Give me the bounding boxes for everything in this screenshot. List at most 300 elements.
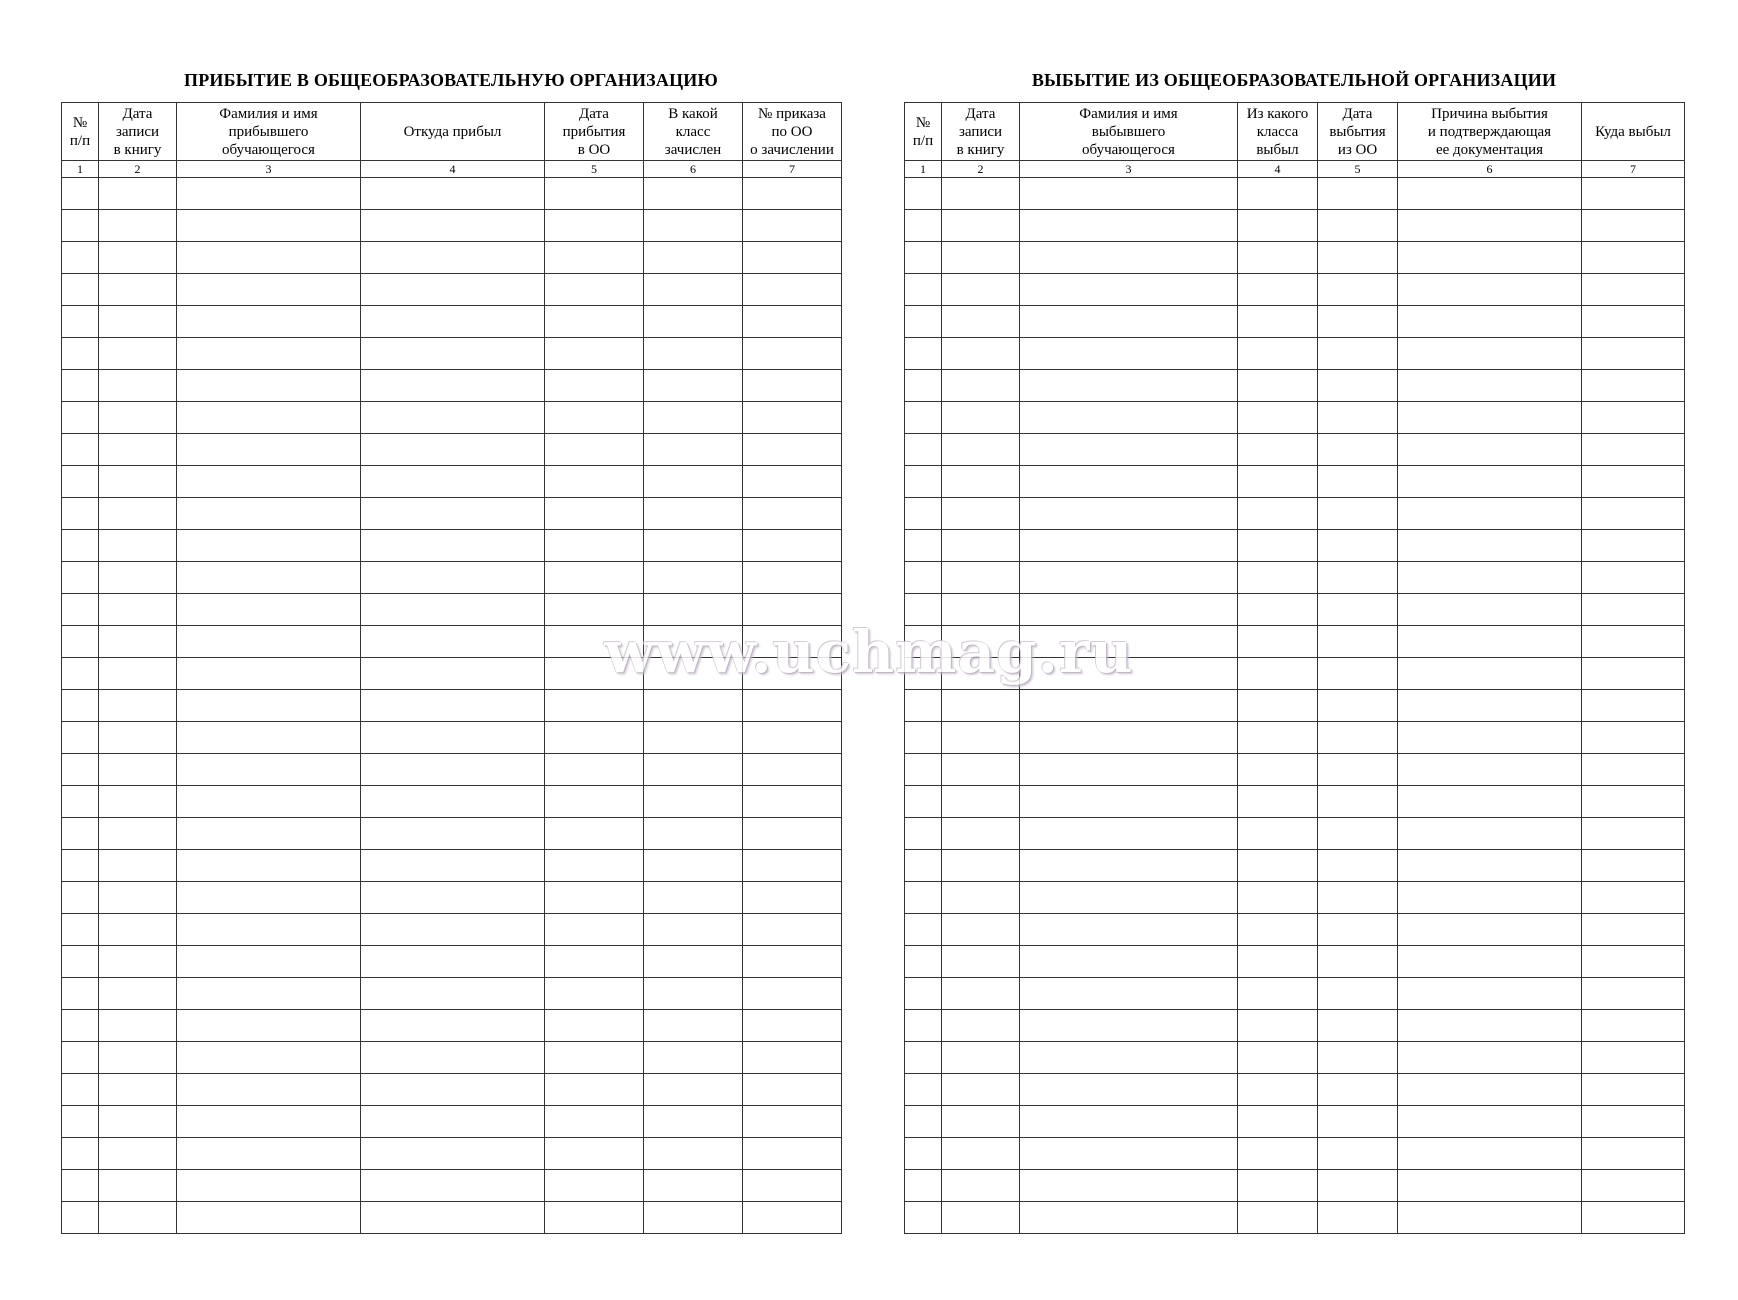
arrival-table-cell[interactable] <box>62 882 99 914</box>
departure-table-cell[interactable] <box>1318 626 1398 658</box>
arrival-table-cell[interactable] <box>743 466 842 498</box>
departure-table-cell[interactable] <box>1398 402 1582 434</box>
departure-table-cell[interactable] <box>1318 434 1398 466</box>
arrival-table-cell[interactable] <box>644 626 743 658</box>
arrival-table-cell[interactable] <box>99 946 177 978</box>
departure-table-cell[interactable] <box>1398 722 1582 754</box>
departure-table-cell[interactable] <box>1318 722 1398 754</box>
departure-table-cell[interactable] <box>1582 338 1685 370</box>
arrival-table-cell[interactable] <box>361 178 545 210</box>
arrival-table-cell[interactable] <box>743 626 842 658</box>
departure-table-cell[interactable] <box>1318 946 1398 978</box>
arrival-table-cell[interactable] <box>99 690 177 722</box>
departure-table-cell[interactable] <box>1238 946 1318 978</box>
arrival-table-cell[interactable] <box>62 818 99 850</box>
departure-table-cell[interactable] <box>905 210 942 242</box>
departure-table-cell[interactable] <box>1318 818 1398 850</box>
arrival-table-cell[interactable] <box>99 306 177 338</box>
arrival-table-cell[interactable] <box>177 914 361 946</box>
arrival-table-cell[interactable] <box>743 1202 842 1234</box>
departure-table-cell[interactable] <box>1398 594 1582 626</box>
arrival-table-cell[interactable] <box>62 626 99 658</box>
departure-table-cell[interactable] <box>942 434 1020 466</box>
arrival-table-cell[interactable] <box>545 562 644 594</box>
arrival-table-cell[interactable] <box>62 306 99 338</box>
departure-table-cell[interactable] <box>942 818 1020 850</box>
arrival-table-cell[interactable] <box>177 818 361 850</box>
arrival-table-cell[interactable] <box>743 562 842 594</box>
arrival-table-cell[interactable] <box>99 914 177 946</box>
departure-table-cell[interactable] <box>1238 402 1318 434</box>
arrival-table-cell[interactable] <box>99 786 177 818</box>
departure-table-cell[interactable] <box>1020 754 1238 786</box>
arrival-table-cell[interactable] <box>743 946 842 978</box>
arrival-table-cell[interactable] <box>99 1074 177 1106</box>
arrival-table-cell[interactable] <box>99 434 177 466</box>
departure-table-cell[interactable] <box>1318 914 1398 946</box>
departure-table-cell[interactable] <box>1398 498 1582 530</box>
arrival-table-cell[interactable] <box>644 1202 743 1234</box>
arrival-table-cell[interactable] <box>62 498 99 530</box>
arrival-table-cell[interactable] <box>62 690 99 722</box>
arrival-table-cell[interactable] <box>177 850 361 882</box>
departure-table-cell[interactable] <box>1238 594 1318 626</box>
departure-table-cell[interactable] <box>1318 498 1398 530</box>
arrival-table-cell[interactable] <box>62 1106 99 1138</box>
departure-table-cell[interactable] <box>1238 978 1318 1010</box>
departure-table-cell[interactable] <box>1020 466 1238 498</box>
arrival-table-cell[interactable] <box>644 466 743 498</box>
departure-table-cell[interactable] <box>1238 818 1318 850</box>
arrival-table-cell[interactable] <box>99 626 177 658</box>
arrival-table-cell[interactable] <box>644 530 743 562</box>
departure-table-cell[interactable] <box>1398 1138 1582 1170</box>
departure-table-cell[interactable] <box>1398 882 1582 914</box>
arrival-table-cell[interactable] <box>177 338 361 370</box>
arrival-table-cell[interactable] <box>545 1010 644 1042</box>
departure-table-cell[interactable] <box>905 914 942 946</box>
arrival-table-cell[interactable] <box>62 914 99 946</box>
departure-table-cell[interactable] <box>942 882 1020 914</box>
arrival-table-cell[interactable] <box>743 498 842 530</box>
departure-table-cell[interactable] <box>1318 882 1398 914</box>
arrival-table-cell[interactable] <box>743 178 842 210</box>
arrival-table-cell[interactable] <box>62 370 99 402</box>
departure-table-cell[interactable] <box>942 914 1020 946</box>
arrival-table-cell[interactable] <box>99 498 177 530</box>
arrival-table-cell[interactable] <box>99 1042 177 1074</box>
departure-table-cell[interactable] <box>905 658 942 690</box>
departure-table-cell[interactable] <box>1582 1202 1685 1234</box>
departure-table-cell[interactable] <box>1238 434 1318 466</box>
departure-table-cell[interactable] <box>1398 914 1582 946</box>
arrival-table-cell[interactable] <box>545 1170 644 1202</box>
arrival-table-cell[interactable] <box>177 946 361 978</box>
departure-table-cell[interactable] <box>905 402 942 434</box>
arrival-table-cell[interactable] <box>743 274 842 306</box>
arrival-table-cell[interactable] <box>62 722 99 754</box>
arrival-table-cell[interactable] <box>545 178 644 210</box>
arrival-table-cell[interactable] <box>361 978 545 1010</box>
departure-table-cell[interactable] <box>1318 850 1398 882</box>
departure-table-cell[interactable] <box>1020 722 1238 754</box>
arrival-table-cell[interactable] <box>99 594 177 626</box>
arrival-table-cell[interactable] <box>545 466 644 498</box>
arrival-table-cell[interactable] <box>177 210 361 242</box>
departure-table-cell[interactable] <box>1582 1074 1685 1106</box>
arrival-table-cell[interactable] <box>99 562 177 594</box>
departure-table-cell[interactable] <box>1582 306 1685 338</box>
arrival-table-cell[interactable] <box>62 1138 99 1170</box>
departure-table-cell[interactable] <box>1020 946 1238 978</box>
arrival-table-cell[interactable] <box>62 594 99 626</box>
departure-table-cell[interactable] <box>1238 914 1318 946</box>
arrival-table-cell[interactable] <box>743 242 842 274</box>
departure-table-cell[interactable] <box>1582 370 1685 402</box>
arrival-table-cell[interactable] <box>644 1106 743 1138</box>
departure-table-cell[interactable] <box>1020 1074 1238 1106</box>
departure-table-cell[interactable] <box>905 530 942 562</box>
arrival-table-cell[interactable] <box>743 722 842 754</box>
departure-table-cell[interactable] <box>942 274 1020 306</box>
arrival-table-cell[interactable] <box>361 274 545 306</box>
arrival-table-cell[interactable] <box>177 1074 361 1106</box>
departure-table-cell[interactable] <box>1020 850 1238 882</box>
arrival-table-cell[interactable] <box>545 1042 644 1074</box>
arrival-table-cell[interactable] <box>177 1138 361 1170</box>
arrival-table-cell[interactable] <box>62 178 99 210</box>
departure-table-cell[interactable] <box>905 1010 942 1042</box>
arrival-table-cell[interactable] <box>62 530 99 562</box>
arrival-table-cell[interactable] <box>545 306 644 338</box>
departure-table-cell[interactable] <box>1318 274 1398 306</box>
departure-table-cell[interactable] <box>1318 210 1398 242</box>
departure-table-cell[interactable] <box>1020 1042 1238 1074</box>
departure-table-cell[interactable] <box>1020 690 1238 722</box>
departure-table-cell[interactable] <box>905 754 942 786</box>
arrival-table-cell[interactable] <box>743 658 842 690</box>
arrival-table-cell[interactable] <box>99 402 177 434</box>
departure-table-cell[interactable] <box>1020 1170 1238 1202</box>
departure-table-cell[interactable] <box>1238 370 1318 402</box>
departure-table-cell[interactable] <box>1398 306 1582 338</box>
arrival-table-cell[interactable] <box>743 370 842 402</box>
arrival-table-cell[interactable] <box>177 530 361 562</box>
arrival-table-cell[interactable] <box>545 690 644 722</box>
departure-table-cell[interactable] <box>905 882 942 914</box>
departure-table-cell[interactable] <box>1020 786 1238 818</box>
arrival-table-cell[interactable] <box>361 658 545 690</box>
departure-table-cell[interactable] <box>1238 530 1318 562</box>
arrival-table-cell[interactable] <box>644 850 743 882</box>
arrival-table-cell[interactable] <box>545 946 644 978</box>
departure-table-cell[interactable] <box>1020 562 1238 594</box>
arrival-table-cell[interactable] <box>644 370 743 402</box>
arrival-table-cell[interactable] <box>361 370 545 402</box>
departure-table-cell[interactable] <box>1582 210 1685 242</box>
arrival-table-cell[interactable] <box>644 882 743 914</box>
departure-table-cell[interactable] <box>942 466 1020 498</box>
arrival-table-cell[interactable] <box>743 402 842 434</box>
arrival-table-cell[interactable] <box>177 402 361 434</box>
departure-table-cell[interactable] <box>1398 850 1582 882</box>
arrival-table-cell[interactable] <box>177 754 361 786</box>
arrival-table-cell[interactable] <box>62 274 99 306</box>
arrival-table-cell[interactable] <box>99 370 177 402</box>
arrival-table-cell[interactable] <box>743 530 842 562</box>
arrival-table-cell[interactable] <box>743 690 842 722</box>
arrival-table-cell[interactable] <box>644 178 743 210</box>
departure-table-cell[interactable] <box>1398 786 1582 818</box>
arrival-table-cell[interactable] <box>743 306 842 338</box>
arrival-table-cell[interactable] <box>62 850 99 882</box>
arrival-table-cell[interactable] <box>545 434 644 466</box>
arrival-table-cell[interactable] <box>644 1170 743 1202</box>
departure-table-cell[interactable] <box>1582 594 1685 626</box>
arrival-table-cell[interactable] <box>99 1170 177 1202</box>
arrival-table-cell[interactable] <box>177 274 361 306</box>
arrival-table-cell[interactable] <box>644 306 743 338</box>
departure-table-cell[interactable] <box>1020 818 1238 850</box>
departure-table-cell[interactable] <box>1398 338 1582 370</box>
arrival-table-cell[interactable] <box>99 850 177 882</box>
departure-table-cell[interactable] <box>1318 978 1398 1010</box>
departure-table-cell[interactable] <box>1582 754 1685 786</box>
arrival-table-cell[interactable] <box>177 882 361 914</box>
arrival-table-cell[interactable] <box>361 1170 545 1202</box>
departure-table-cell[interactable] <box>905 178 942 210</box>
arrival-table-cell[interactable] <box>361 498 545 530</box>
departure-table-cell[interactable] <box>905 370 942 402</box>
arrival-table-cell[interactable] <box>177 626 361 658</box>
arrival-table-cell[interactable] <box>743 1138 842 1170</box>
arrival-table-cell[interactable] <box>177 306 361 338</box>
departure-table-cell[interactable] <box>1582 1170 1685 1202</box>
departure-table-cell[interactable] <box>1020 402 1238 434</box>
arrival-table-cell[interactable] <box>361 1010 545 1042</box>
departure-table-cell[interactable] <box>1318 754 1398 786</box>
arrival-table-cell[interactable] <box>743 850 842 882</box>
departure-table-cell[interactable] <box>1582 850 1685 882</box>
arrival-table-cell[interactable] <box>177 562 361 594</box>
arrival-table-cell[interactable] <box>545 1202 644 1234</box>
departure-table-cell[interactable] <box>905 818 942 850</box>
departure-table-cell[interactable] <box>1020 1106 1238 1138</box>
arrival-table-cell[interactable] <box>361 722 545 754</box>
departure-table-cell[interactable] <box>1318 1074 1398 1106</box>
departure-table-cell[interactable] <box>1582 946 1685 978</box>
departure-table-cell[interactable] <box>1582 722 1685 754</box>
arrival-table-cell[interactable] <box>361 818 545 850</box>
departure-table-cell[interactable] <box>1238 658 1318 690</box>
arrival-table-cell[interactable] <box>99 466 177 498</box>
arrival-table-cell[interactable] <box>361 530 545 562</box>
arrival-table-cell[interactable] <box>361 1106 545 1138</box>
departure-table-cell[interactable] <box>1582 690 1685 722</box>
arrival-table-cell[interactable] <box>644 978 743 1010</box>
departure-table-cell[interactable] <box>942 658 1020 690</box>
arrival-table-cell[interactable] <box>361 946 545 978</box>
arrival-table-cell[interactable] <box>644 242 743 274</box>
departure-table-cell[interactable] <box>905 786 942 818</box>
arrival-table-cell[interactable] <box>644 402 743 434</box>
departure-table-cell[interactable] <box>942 850 1020 882</box>
departure-table-cell[interactable] <box>1020 274 1238 306</box>
arrival-table-cell[interactable] <box>62 754 99 786</box>
arrival-table-cell[interactable] <box>62 434 99 466</box>
departure-table-cell[interactable] <box>1318 658 1398 690</box>
departure-table-cell[interactable] <box>1398 1202 1582 1234</box>
arrival-table-cell[interactable] <box>361 402 545 434</box>
departure-table-cell[interactable] <box>1020 658 1238 690</box>
departure-table-cell[interactable] <box>942 754 1020 786</box>
arrival-table-cell[interactable] <box>644 786 743 818</box>
departure-table-cell[interactable] <box>1238 882 1318 914</box>
departure-table-cell[interactable] <box>1020 594 1238 626</box>
departure-table-cell[interactable] <box>1238 178 1318 210</box>
arrival-table-cell[interactable] <box>545 594 644 626</box>
departure-table-cell[interactable] <box>1238 722 1318 754</box>
departure-table-cell[interactable] <box>905 1202 942 1234</box>
departure-table-cell[interactable] <box>1020 1138 1238 1170</box>
arrival-table-cell[interactable] <box>644 210 743 242</box>
departure-table-cell[interactable] <box>1238 242 1318 274</box>
departure-table-cell[interactable] <box>905 274 942 306</box>
departure-table-cell[interactable] <box>942 1138 1020 1170</box>
departure-table-cell[interactable] <box>1020 210 1238 242</box>
arrival-table-cell[interactable] <box>361 626 545 658</box>
arrival-table-cell[interactable] <box>99 242 177 274</box>
arrival-table-cell[interactable] <box>177 178 361 210</box>
departure-table-cell[interactable] <box>1582 818 1685 850</box>
departure-table-cell[interactable] <box>1582 434 1685 466</box>
arrival-table-cell[interactable] <box>62 786 99 818</box>
departure-table-cell[interactable] <box>1318 1170 1398 1202</box>
arrival-table-cell[interactable] <box>62 1042 99 1074</box>
arrival-table-cell[interactable] <box>361 786 545 818</box>
arrival-table-cell[interactable] <box>62 338 99 370</box>
arrival-table-cell[interactable] <box>99 338 177 370</box>
arrival-table-cell[interactable] <box>743 818 842 850</box>
arrival-table-cell[interactable] <box>545 626 644 658</box>
arrival-table-cell[interactable] <box>644 434 743 466</box>
arrival-table-cell[interactable] <box>177 722 361 754</box>
departure-table-cell[interactable] <box>1318 1010 1398 1042</box>
arrival-table-cell[interactable] <box>743 594 842 626</box>
departure-table-cell[interactable] <box>905 562 942 594</box>
departure-table-cell[interactable] <box>1582 242 1685 274</box>
departure-table-cell[interactable] <box>942 562 1020 594</box>
arrival-table-cell[interactable] <box>62 1170 99 1202</box>
arrival-table-cell[interactable] <box>177 466 361 498</box>
departure-table-cell[interactable] <box>1020 242 1238 274</box>
arrival-table-cell[interactable] <box>545 754 644 786</box>
departure-table-cell[interactable] <box>1238 210 1318 242</box>
arrival-table-cell[interactable] <box>545 1106 644 1138</box>
arrival-table-cell[interactable] <box>545 402 644 434</box>
departure-table-cell[interactable] <box>905 1042 942 1074</box>
arrival-table-cell[interactable] <box>545 242 644 274</box>
departure-table-cell[interactable] <box>942 690 1020 722</box>
arrival-table-cell[interactable] <box>177 370 361 402</box>
departure-table-cell[interactable] <box>1582 1138 1685 1170</box>
departure-table-cell[interactable] <box>942 786 1020 818</box>
departure-table-cell[interactable] <box>905 242 942 274</box>
departure-table-cell[interactable] <box>942 1042 1020 1074</box>
arrival-table-cell[interactable] <box>545 914 644 946</box>
arrival-table-cell[interactable] <box>361 434 545 466</box>
departure-table-cell[interactable] <box>1582 1042 1685 1074</box>
departure-table-cell[interactable] <box>1398 1074 1582 1106</box>
departure-table-cell[interactable] <box>1318 402 1398 434</box>
arrival-table-cell[interactable] <box>743 1170 842 1202</box>
arrival-table-cell[interactable] <box>177 786 361 818</box>
arrival-table-cell[interactable] <box>545 882 644 914</box>
arrival-table-cell[interactable] <box>545 274 644 306</box>
departure-table-cell[interactable] <box>1398 658 1582 690</box>
arrival-table-cell[interactable] <box>361 210 545 242</box>
arrival-table-cell[interactable] <box>545 1074 644 1106</box>
departure-table-cell[interactable] <box>1398 1106 1582 1138</box>
arrival-table-cell[interactable] <box>177 434 361 466</box>
arrival-table-cell[interactable] <box>545 530 644 562</box>
arrival-table-cell[interactable] <box>545 338 644 370</box>
arrival-table-cell[interactable] <box>743 882 842 914</box>
arrival-table-cell[interactable] <box>177 1170 361 1202</box>
arrival-table-cell[interactable] <box>62 658 99 690</box>
departure-table-cell[interactable] <box>905 1138 942 1170</box>
arrival-table-cell[interactable] <box>62 1010 99 1042</box>
departure-table-cell[interactable] <box>1582 658 1685 690</box>
arrival-table-cell[interactable] <box>177 242 361 274</box>
arrival-table-cell[interactable] <box>545 210 644 242</box>
departure-table-cell[interactable] <box>1020 914 1238 946</box>
arrival-table-cell[interactable] <box>545 978 644 1010</box>
departure-table-cell[interactable] <box>1238 1042 1318 1074</box>
departure-table-cell[interactable] <box>1238 690 1318 722</box>
arrival-table-cell[interactable] <box>62 242 99 274</box>
arrival-table-cell[interactable] <box>545 370 644 402</box>
departure-table-cell[interactable] <box>942 1202 1020 1234</box>
departure-table-cell[interactable] <box>942 626 1020 658</box>
departure-table-cell[interactable] <box>942 946 1020 978</box>
arrival-table-cell[interactable] <box>644 690 743 722</box>
arrival-table-cell[interactable] <box>743 210 842 242</box>
arrival-table-cell[interactable] <box>644 498 743 530</box>
departure-table-cell[interactable] <box>1398 946 1582 978</box>
arrival-table-cell[interactable] <box>99 210 177 242</box>
departure-table-cell[interactable] <box>1020 1010 1238 1042</box>
arrival-table-cell[interactable] <box>99 754 177 786</box>
arrival-table-cell[interactable] <box>62 402 99 434</box>
departure-table-cell[interactable] <box>1020 370 1238 402</box>
departure-table-cell[interactable] <box>1582 1106 1685 1138</box>
arrival-table-cell[interactable] <box>361 562 545 594</box>
departure-table-cell[interactable] <box>942 210 1020 242</box>
departure-table-cell[interactable] <box>1398 690 1582 722</box>
departure-table-cell[interactable] <box>1582 498 1685 530</box>
departure-table-cell[interactable] <box>1582 530 1685 562</box>
arrival-table-cell[interactable] <box>62 1202 99 1234</box>
arrival-table-cell[interactable] <box>743 1074 842 1106</box>
departure-table-cell[interactable] <box>905 1074 942 1106</box>
arrival-table-cell[interactable] <box>644 338 743 370</box>
arrival-table-cell[interactable] <box>62 978 99 1010</box>
arrival-table-cell[interactable] <box>743 786 842 818</box>
departure-table-cell[interactable] <box>1238 338 1318 370</box>
departure-table-cell[interactable] <box>1398 370 1582 402</box>
arrival-table-cell[interactable] <box>644 754 743 786</box>
